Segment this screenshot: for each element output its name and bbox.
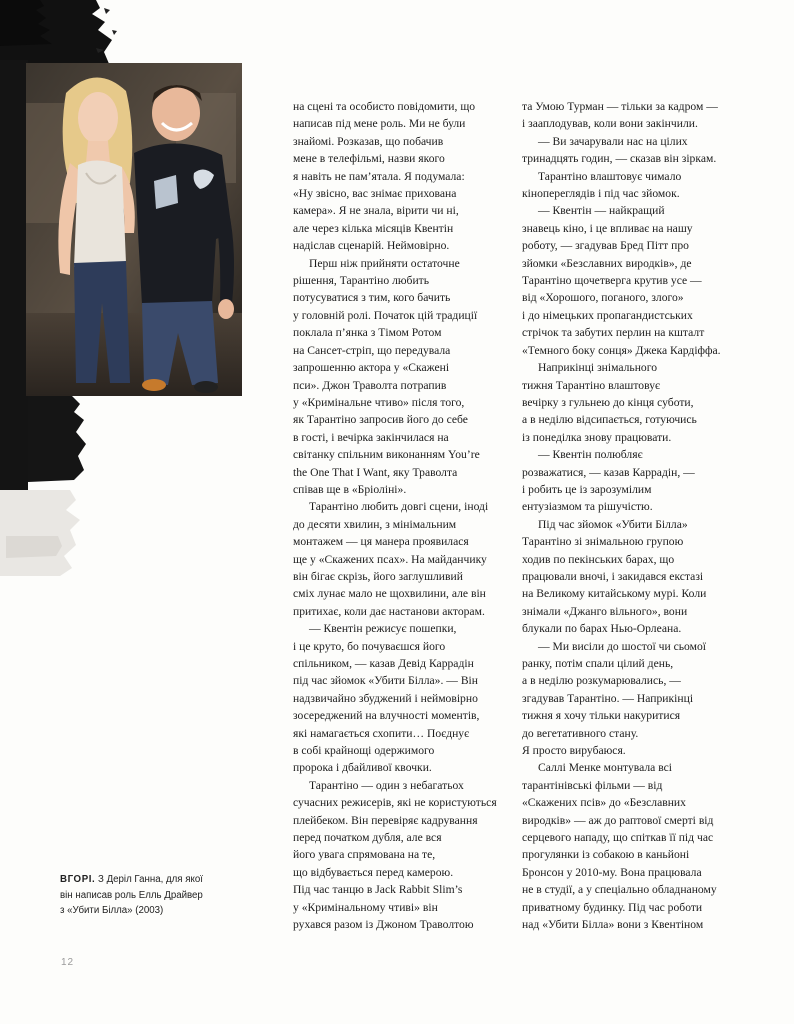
text-line: роботу, — згадував Бред Пітт про bbox=[522, 239, 689, 253]
text-line: на сцені та особисто повідомити, що bbox=[293, 100, 476, 113]
text-line: запрошенню актора у «Скажені bbox=[293, 361, 450, 375]
text-line: Тарантіно зі знімальною групою bbox=[522, 535, 684, 549]
text-line: від «Хорошого, поганого, злого» bbox=[522, 291, 684, 305]
caption-line: з «Убити Білла» (2003) bbox=[60, 905, 164, 917]
text-line: і до німецьких пропагандистських bbox=[522, 308, 693, 322]
text-line: кінопереглядів і під час зйомок. bbox=[522, 187, 680, 201]
text-line: він бігає скрізь, його заглушливий bbox=[293, 569, 463, 583]
text-line: Тарантіно влаштовує чимало bbox=[538, 169, 682, 183]
text-line: ентузіазмом та рішучістю. bbox=[522, 500, 653, 514]
text-line: — Квентін полюбляє bbox=[538, 448, 643, 462]
text-line: рухався разом із Джоном Траволтою bbox=[293, 918, 474, 932]
text-line: на Великому китайському мурі. Коли bbox=[522, 587, 707, 601]
text-line: у «Кримінальне чтиво» після того, bbox=[293, 395, 465, 409]
text-line: сміх лунає мало не щохвилини, але він bbox=[293, 587, 486, 601]
text-line: Тарантіно щочетверга крутив усе — bbox=[522, 274, 702, 288]
text-line: пси». Джон Траволта потрапив bbox=[293, 378, 447, 392]
text-line: та Умою Турман — тільки за кадром — bbox=[522, 100, 718, 113]
text-line: тарантінівські фільми — від bbox=[522, 778, 663, 792]
text-line: до десяти хвилин, з мінімальним bbox=[293, 517, 457, 531]
text-line: Під час танцю в Jack Rabbit Slim’s bbox=[293, 883, 463, 897]
text-line: розважатися, — казав Каррадін, — bbox=[522, 465, 695, 479]
text-line: а в неділю розкумарювались, — bbox=[522, 674, 681, 688]
text-column-2 bbox=[522, 98, 746, 934]
text-line: монтажем — ця манера проявилася bbox=[293, 535, 469, 549]
text-line: Тарантіно — один з небагатьох bbox=[309, 778, 464, 792]
text-line: і зааплодував, коли вони закінчили. bbox=[522, 117, 698, 131]
text-line: тижня я хочу тільки накуритися bbox=[522, 709, 681, 723]
text-line: Саллі Менке монтувала всі bbox=[538, 761, 673, 775]
text-line: «Темного боку сонця» Джека Кардіффа. bbox=[522, 343, 721, 357]
text-line: Бронсон у 2010-му. Вона працювала bbox=[522, 865, 702, 879]
text-line: вечірку з гульнею до кінця суботи, bbox=[522, 395, 694, 409]
text-line: у головній ролі. Початок цій традиції bbox=[293, 308, 478, 322]
text-line: в собі крайнощі одержимого bbox=[293, 744, 435, 758]
text-line: у «Кримінальному чтиві» він bbox=[293, 900, 438, 914]
text-line: Я просто вирубаюся. bbox=[522, 744, 626, 758]
text-line: перед початком дубля, але вся bbox=[293, 831, 442, 845]
text-line: стрічок та забутих перлин на кшталт bbox=[522, 326, 705, 340]
text-line: поклала п’янка з Тімом Ротом bbox=[293, 326, 442, 340]
text-line: рішення, Тарантіно любить bbox=[293, 274, 430, 288]
text-line: і це круто, бо почуваєшся його bbox=[293, 639, 446, 653]
text-line: притихає, коли дає настанови акторам. bbox=[293, 604, 485, 618]
text-line: тринадцять годин, — сказав він зіркам. bbox=[522, 152, 717, 166]
text-line: Наприкінці знімального bbox=[538, 361, 658, 375]
text-line: написав під мене роль. Ми не були bbox=[293, 117, 466, 131]
text-line: — Квентін режисує пошепки, bbox=[309, 622, 457, 636]
text-line: — Ми висіли до шостої чи сьомої bbox=[538, 639, 707, 653]
text-line: камера». Я не знала, вірити чи ні, bbox=[293, 204, 459, 218]
text-line: the One That I Want, яку Траволта bbox=[293, 465, 458, 479]
caption-line: він написав роль Елль Драйвер bbox=[60, 889, 203, 901]
text-line: надіслав сценарій. Неймовірно. bbox=[293, 239, 450, 253]
text-line: ранку, потім спали цілий день, bbox=[522, 657, 674, 670]
text-line: згадував Тарантіно. — Наприкінці bbox=[522, 691, 694, 705]
text-line: пророка і дбайливої квочки. bbox=[293, 761, 432, 775]
text-line: знімали «Джанго вільного», вони bbox=[522, 604, 688, 618]
text-line: надзвичайно збуджений і неймовірно bbox=[293, 691, 478, 705]
page-number: 12 bbox=[61, 957, 75, 968]
text-line: Перш ніж прийняти остаточне bbox=[309, 256, 460, 270]
caption-label: ВГОРІ. bbox=[60, 874, 96, 885]
text-line: «Скажених псів» до «Безславних bbox=[522, 796, 686, 810]
text-line: зосереджений на влучності моментів, bbox=[293, 709, 480, 723]
text-line: не в студії, а у спеціально обладнаному bbox=[522, 883, 717, 897]
text-line: тижня Тарантіно влаштовує bbox=[522, 378, 660, 392]
text-line: знавець кіно, і це впливає на нашу bbox=[522, 221, 693, 235]
caption-line: З Деріл Ганна, для якої bbox=[98, 874, 203, 885]
text-line: серцевого нападу, що спіткав її під час bbox=[522, 831, 714, 845]
text-line: потусуватися з тим, кого бачить bbox=[293, 291, 451, 305]
text-line: Під час зйомок «Убити Білла» bbox=[538, 517, 688, 531]
photo bbox=[26, 63, 242, 396]
text-line: що відбувається перед камерою. bbox=[293, 865, 454, 879]
text-line: над «Убити Білла» вони з Квентіном bbox=[522, 918, 704, 932]
text-line: ходив по пекінських барах, що bbox=[522, 552, 675, 566]
text-line: блукали по барах Нью-Орлеана. bbox=[522, 622, 682, 636]
text-line: його увага спрямована на те, bbox=[293, 848, 436, 862]
text-line: ще у «Скажених псах». На майданчику bbox=[293, 552, 487, 566]
text-column-1 bbox=[293, 98, 505, 934]
text-line: «Ну звісно, вас знімає прихована bbox=[293, 187, 457, 201]
text-line: я навіть не пам’ятала. Я подумала: bbox=[293, 169, 465, 183]
photo-caption bbox=[60, 872, 240, 919]
text-line: виродків» — аж до раптової смерті від bbox=[522, 813, 714, 827]
text-line: а в неділю відсипається, готуючись bbox=[522, 413, 697, 427]
text-line: приватному будинку. Під час роботи bbox=[522, 900, 703, 914]
text-line: і робить це із зарозумілим bbox=[522, 482, 652, 496]
text-line: із понеділка знову працювати. bbox=[522, 430, 672, 444]
text-line: Тарантіно любить довгі сцени, іноді bbox=[309, 500, 489, 514]
text-line: під час зйомок «Убити Білла». — Він bbox=[293, 674, 479, 688]
text-line: спільником, — казав Девід Каррадін bbox=[293, 657, 474, 670]
text-line: до вегетативного стану. bbox=[522, 726, 639, 740]
text-line: знайомі. Розказав, що побачив bbox=[293, 134, 444, 148]
text-line: зйомки «Безславних виродків», де bbox=[522, 256, 692, 270]
text-line: плейбеком. Він перевіряє кадрування bbox=[293, 813, 478, 827]
text-line: співав ще в «Бріоліні». bbox=[293, 482, 407, 496]
text-line: як Тарантіно запросив його до себе bbox=[293, 413, 468, 427]
text-line: сучасних режисерів, які не користуються bbox=[293, 796, 497, 810]
text-line: — Квентін — найкращий bbox=[538, 204, 665, 218]
text-line: в гості, і вечірка закінчилася на bbox=[293, 430, 449, 444]
text-line: але через кілька місяців Квентін bbox=[293, 221, 454, 235]
text-line: працювали вночі, і закидався екстазі bbox=[522, 569, 704, 583]
photo-daryl-hannah-quentin-tarantino-icon bbox=[26, 63, 242, 396]
text-line: мене в телефільмі, назви якого bbox=[293, 152, 445, 166]
text-line: світанку спільним виконанням You’re bbox=[293, 448, 480, 462]
text-line: — Ви зачарували нас на цілих bbox=[538, 134, 688, 148]
text-line: які намагається схопити… Поєднує bbox=[293, 726, 470, 740]
text-line: прогулянки із собакою в каньйоні bbox=[522, 848, 690, 862]
text-line: на Сансет-стріп, що передувала bbox=[293, 343, 451, 357]
